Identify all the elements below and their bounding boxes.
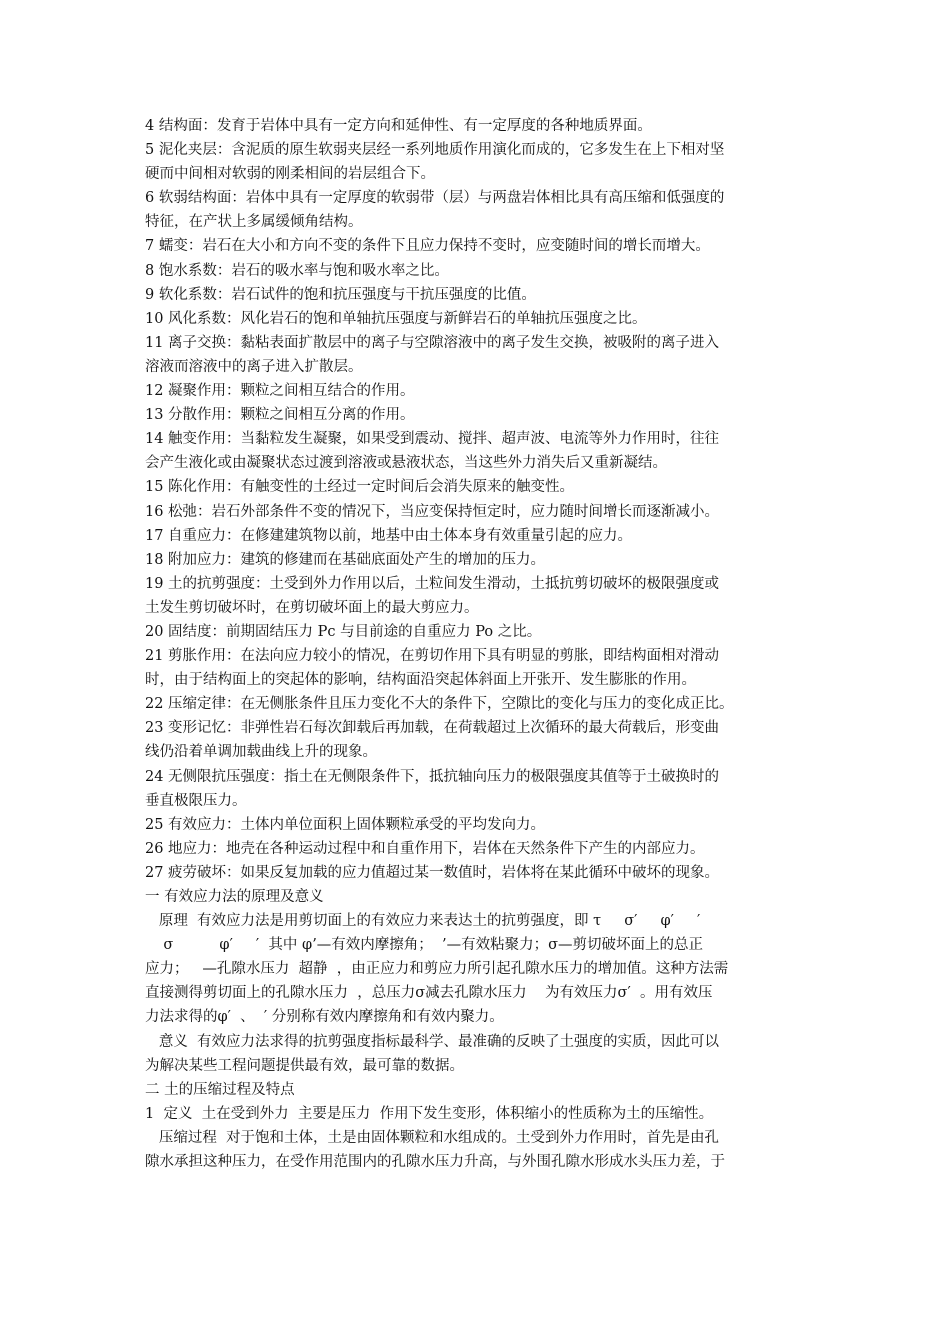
- text-line: 9 软化系数：岩石试件的饱和抗压强度与干抗压强度的比值。: [145, 286, 536, 303]
- text-line: 16 松弛：岩石外部条件不变的情况下，当应变保持恒定时，应力随时间增长而逐渐减小。: [145, 503, 720, 520]
- text-line: σ φ′ ′ 其中 φ’—有效内摩擦角； ’—有效粘聚力；σ—剪切破坏面上的总正: [145, 937, 704, 954]
- text-line: 12 凝聚作用：颗粒之间相互结合的作用。: [145, 383, 415, 400]
- text-line: 13 分散作用：颗粒之间相互分离的作用。: [145, 407, 415, 424]
- text-line: 25 有效应力：土体内单位面积上固体颗粒承受的平均发向力。: [145, 816, 546, 833]
- text-line: 7 蠕变：岩石在大小和方向不变的条件下且应力保持不变时，应变随时间的增长而增大。: [145, 238, 710, 255]
- text-line: 应力； —孔隙水压力 超静 ，由正应力和剪应力所引起孔隙水压力的增加值。这种方法需: [145, 961, 729, 978]
- text-line: 8 饱水系数：岩石的吸水率与饱和吸水率之比。: [145, 262, 449, 279]
- text-line: 溶液而溶液中的离子进入扩散层。: [145, 358, 363, 375]
- text-line: 直接测得剪切面上的孔隙水压力 ，总压力σ减去孔隙水压力 为有效压力σ′ 。用有效压: [145, 985, 713, 1002]
- text-line: 23 变形记忆：非弹性岩石每次卸载后再加载，在荷载超过上次循环的最大荷载后，形变曲: [145, 720, 720, 737]
- text-line: 5 泥化夹层：含泥质的原生软弱夹层经一系列地质作用演化而成的，它多发生在上下相对坚: [145, 142, 725, 159]
- text-line: 14 触变作用：当黏粒发生凝聚，如果受到震动、搅拌、超声波、电流等外力作用时，往往: [145, 431, 720, 448]
- document-page: [145, 114, 810, 1174]
- text-line: 土发生剪切破坏时，在剪切破坏面上的最大剪应力。: [145, 599, 479, 616]
- text-line: 18 附加应力：建筑的修建而在基础底面处产生的增加的压力。: [145, 551, 546, 568]
- text-line: 线仍沿着单调加载曲线上升的现象。: [145, 744, 377, 761]
- text-line: 11 离子交换：黏粘表面扩散层中的离子与空隙溶液中的离子发生交换，被吸附的离子进入: [145, 334, 720, 351]
- section-heading: 一 有效应力法的原理及意义: [145, 889, 324, 905]
- text-line: 会产生液化或由凝聚状态过渡到溶液或悬液状态，当这些外力消失后又重新凝结。: [145, 455, 667, 472]
- text-line: 21 剪胀作用：在法向应力较小的情况，在剪切作用下具有明显的剪胀，即结构面相对滑动: [145, 648, 720, 665]
- text-line: 15 陈化作用：有触变性的土经过一定时间后会消失原来的触变性。: [145, 479, 575, 496]
- text-line: 意义 有效应力法求得的抗剪强度指标最科学、最准确的反映了土强度的实质，因此可以: [145, 1033, 720, 1050]
- text-line: 原理 有效应力法是用剪切面上的有效应力来表达土的抗剪强度，即 τ σ′ φ′ ′: [145, 913, 701, 930]
- text-line: 隙水承担这种压力，在受作用范围内的孔隙水压力升高，与外围孔隙水形成水头压力差，于: [145, 1154, 725, 1171]
- text-line: 10 风化系数：风化岩石的饱和单轴抗压强度与新鲜岩石的单轴抗压强度之比。: [145, 310, 647, 327]
- text-line: 力法求得的φ′ 、 ′ 分别称有效内摩擦角和有效内聚力。: [145, 1009, 504, 1026]
- text-line: 压缩过程 对于饱和土体，土是由固体颗粒和水组成的。土受到外力作用时，首先是由孔: [145, 1129, 720, 1146]
- text-line: 6 软弱结构面：岩体中具有一定厚度的软弱带（层）与两盘岩体相比具有高压缩和低强度的: [145, 190, 725, 207]
- text-line: 时，由于结构面上的突起体的影响，结构面沿突起体斜面上开张开、发生膨胀的作用。: [145, 672, 696, 689]
- text-line: 19 土的抗剪强度：土受到外力作用以后，土粒间发生滑动，土抵抗剪切破坏的极限强度或: [145, 575, 720, 592]
- text-line: 硬而中间相对软弱的刚柔相间的岩层组合下。: [145, 166, 435, 183]
- text-line: 1 定义 土在受到外力 主要是压力 作用下发生变形，体积缩小的性质称为土的压缩性。: [145, 1105, 714, 1122]
- text-line: 垂直极限压力。: [145, 792, 247, 809]
- text-line: 26 地应力：地壳在各种运动过程中和自重作用下，岩体在天然条件下产生的内部应力。: [145, 840, 705, 857]
- text-line: 17 自重应力：在修建建筑物以前，地基中由土体本身有效重量引起的应力。: [145, 527, 633, 544]
- text-line: 27 疲劳破坏：如果反复加载的应力值超过某一数值时，岩体将在某此循环中破坏的现象。: [145, 864, 720, 881]
- text-line: 20 固结度：前期固结压力 Pc 与目前途的自重应力 Po 之比。: [145, 623, 542, 640]
- text-line: 24 无侧限抗压强度：指土在无侧限条件下，抵抗轴向压力的极限强度其值等于土破换时的: [145, 768, 720, 785]
- text-line: 为解决某些工程问题提供最有效，最可靠的数据。: [145, 1057, 464, 1074]
- text-line: 特征，在产状上多属缓倾角结构。: [145, 214, 363, 231]
- text-line: 22 压缩定律：在无侧胀条件且压力变化不大的条件下，空隙比的变化与压力的变化成正比。: [145, 696, 734, 713]
- document-body: [145, 114, 810, 1174]
- section-heading: 二 土的压缩过程及特点: [145, 1081, 295, 1098]
- text-line: 4 结构面：发育于岩体中具有一定方向和延伸性、有一定厚度的各种地质界面。: [145, 118, 652, 134]
